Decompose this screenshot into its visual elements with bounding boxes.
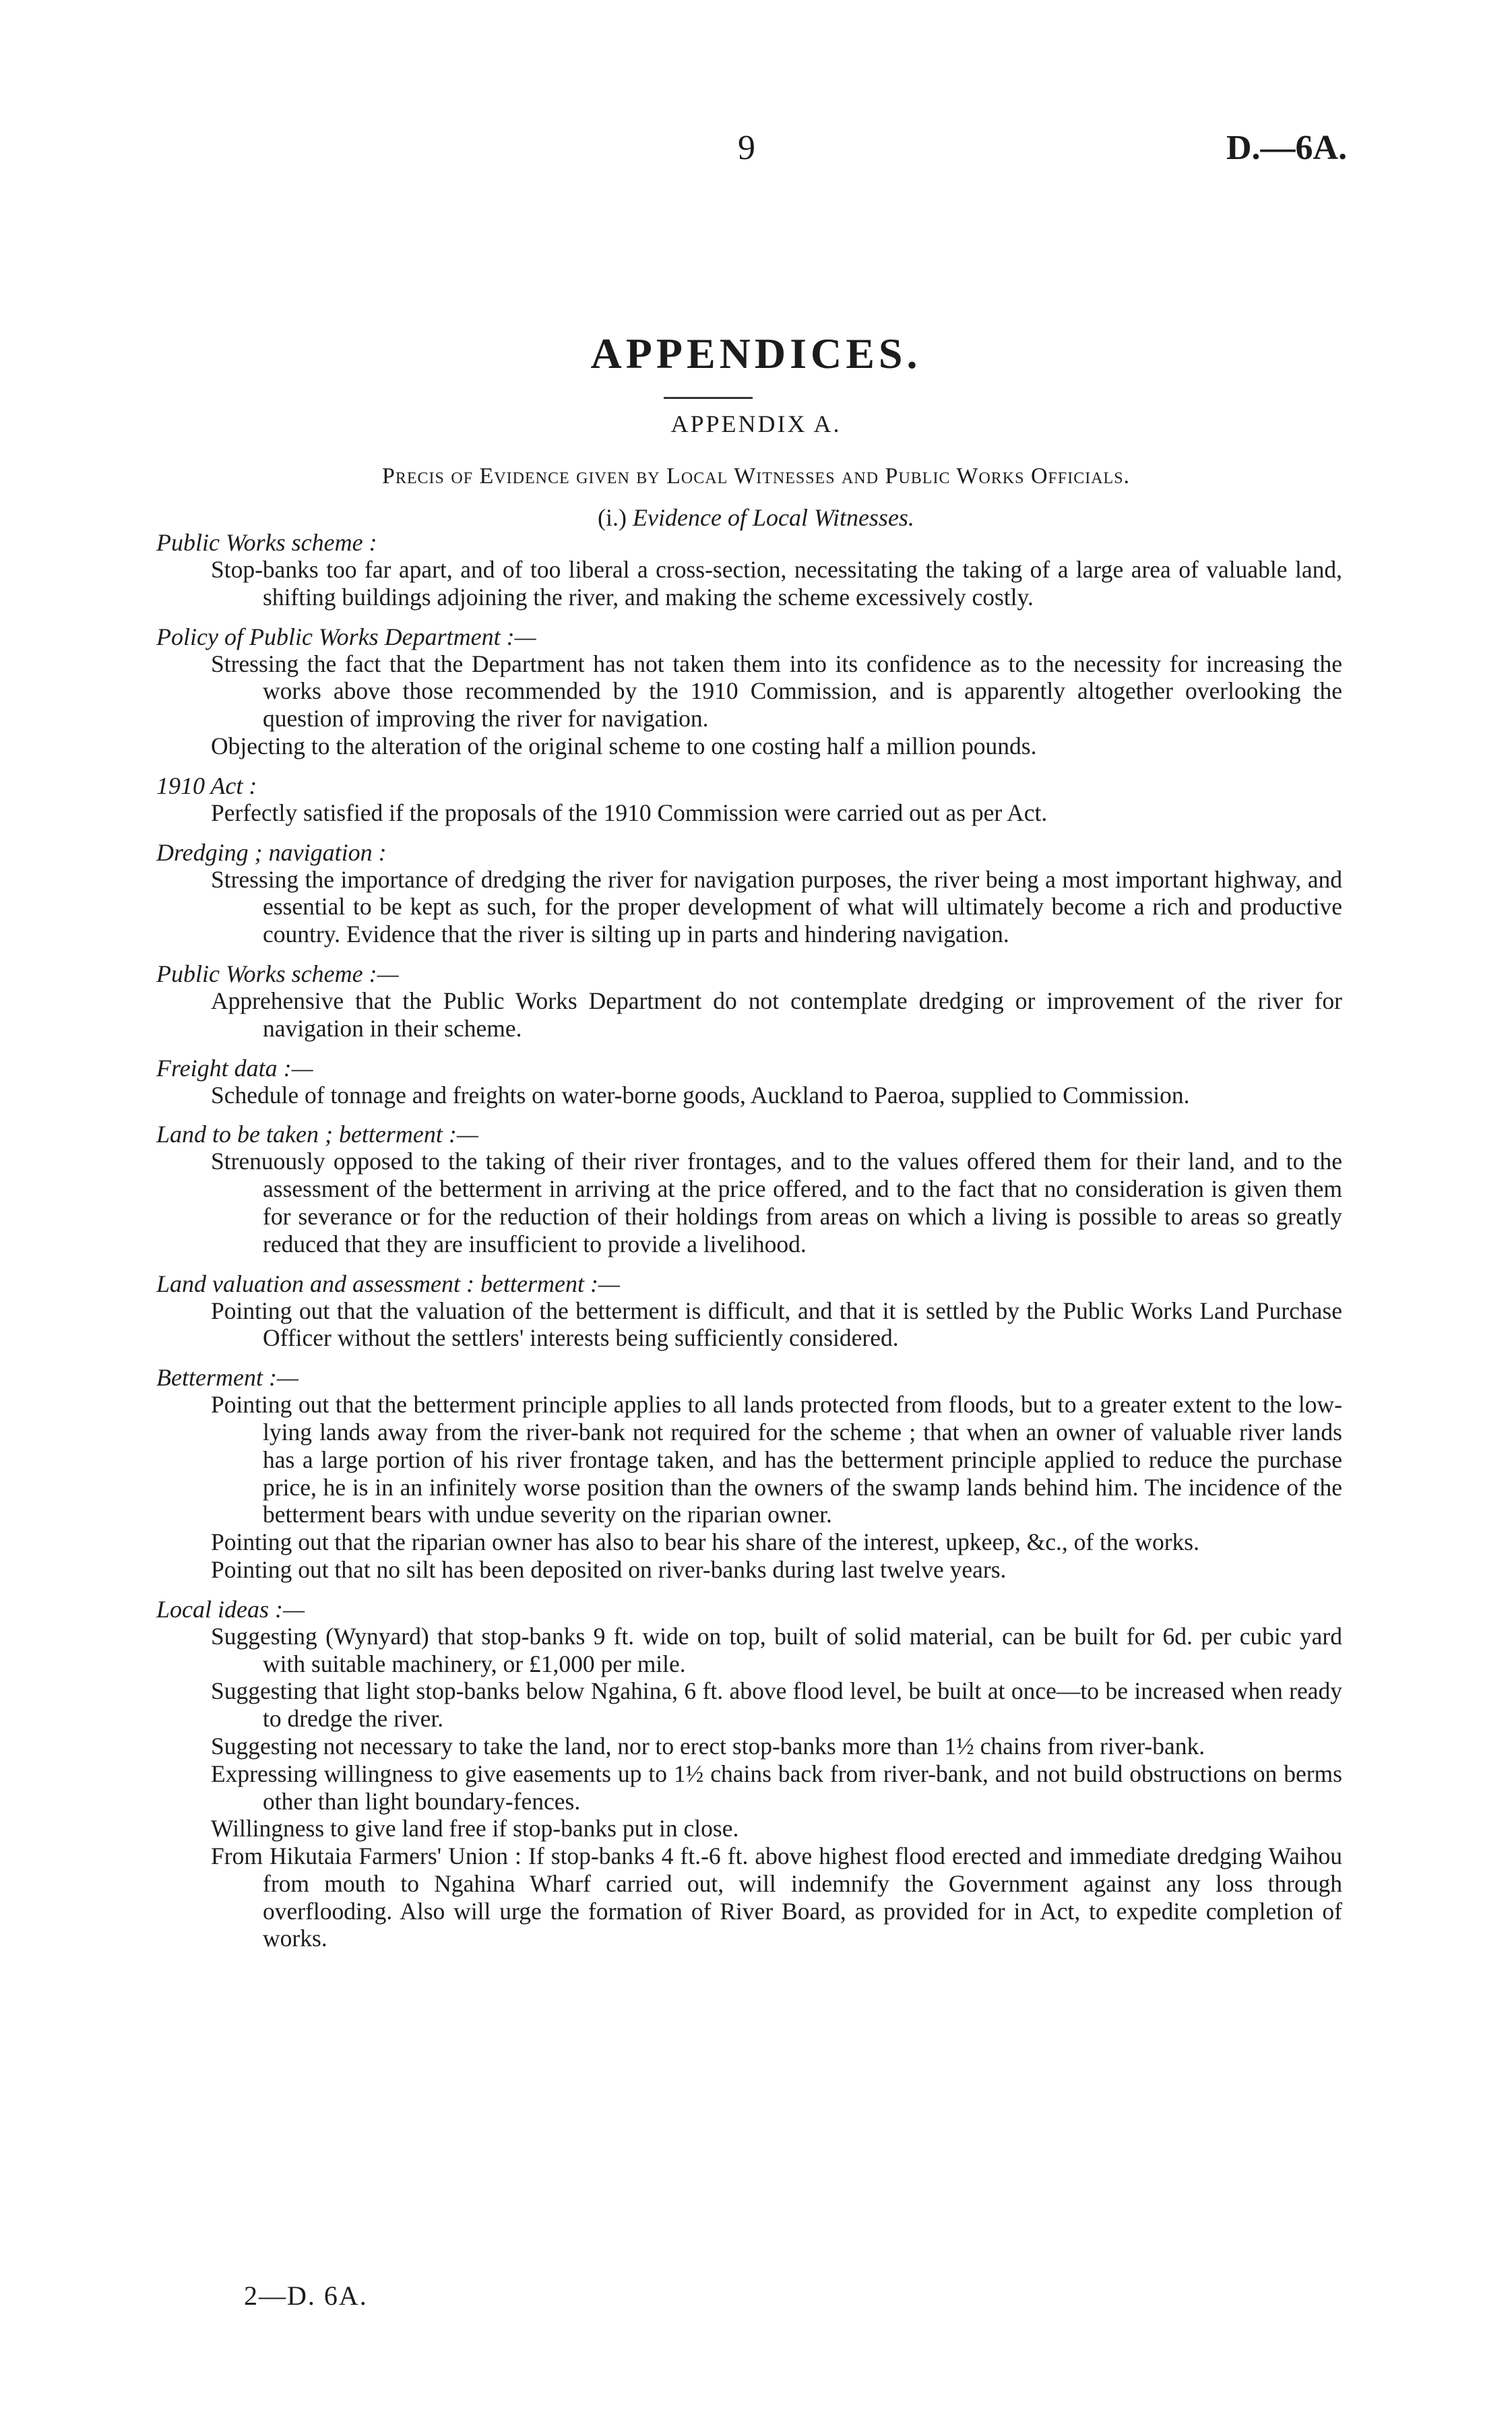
appendix-heading: APPENDIX A. [670, 410, 842, 437]
document-reference: D.—6A. [1226, 129, 1348, 167]
section-heading: Public Works scheme : [156, 529, 377, 556]
evidence-section [156, 529, 1342, 611]
evidence-section [156, 839, 1342, 948]
section-paragraph: Pointing out that the betterment principle applies to all lands protected from floods, but to a greater extent to the low-lying lands away from the river-bank not required for the scheme ; that when an owner of valuable river lands has a large portion of his river frontage taken, and has the betterment principle applied to reduce the purchase price, he is in an infinitely worse position than the owners of the swamp lands behind him. The incidence of the betterment bears with undue severity on the riparian owner. [211, 1391, 1342, 1528]
section-heading: Dredging ; navigation : [156, 838, 387, 866]
evidence-subheading: (i.) Evidence of Local Witnesses. [598, 504, 914, 531]
section-paragraph: Stressing the importance of dredging the river for navigation purposes, the river being a most important highway, and essential to be kept as such, for the proper development of what will ultimately become a rich and productive country. Evidence that the river is silting up in parts and hindering navigation. [211, 865, 1342, 948]
title-rule [664, 397, 753, 399]
evidence-section [156, 623, 1342, 760]
section-paragraph: Perfectly satisfied if the proposals of the 1910 Commission were carried out as per Act. [211, 799, 1048, 826]
page-title: APPENDICES. [590, 330, 922, 377]
section-paragraph: Strenuously opposed to the taking of their river frontages, and to the values offered them for their land, and to the assessment of the betterment in arriving at the price offered, and to the fact that no consideration is given them for severance or for the reduction of their holdings from areas on which a living is possible to areas so greatly reduced that they are insufficient to provide a livelihood. [211, 1148, 1342, 1258]
section-paragraph: Pointing out that the riparian owner has also to bear his share of the interest, upkeep, &c., of the works. [211, 1528, 1199, 1556]
precis-heading: Precis of Evidence given by Local Witnesses and Public Works Officials. [381, 464, 1131, 489]
section-heading: 1910 Act : [156, 772, 257, 799]
evidence-section [156, 772, 1342, 827]
section-paragraph: Suggesting not necessary to take the land, nor to erect stop-banks more than 1½ chains from river-bank. [211, 1732, 1205, 1760]
section-paragraph: Suggesting (Wynyard) that stop-banks 9 ft. wide on top, built of solid material, can be built for 6d. per cubic yard with suitable machinery, or £1,000 per mile. [211, 1622, 1342, 1677]
evidence-section [156, 960, 1342, 1043]
section-paragraph: Stressing the fact that the Department has not taken them into its confidence as to the necessity for increasing the works above those recommended by the 1910 Commission, and is apparently altogether overlooking the question of improving the river for navigation. [211, 650, 1342, 733]
section-paragraph: Stop-banks too far apart, and of too liberal a cross-section, necessitating the taking of a large area of valuable land, shifting buildings adjoining the river, and making the scheme excessively costly. [211, 556, 1342, 611]
section-paragraph: Expressing willingness to give easements up to 1½ chains back from river-bank, and not build obstructions on berms other than light boundary-fences. [211, 1760, 1342, 1815]
page-number: 9 [738, 129, 755, 167]
section-paragraph: Pointing out that the valuation of the betterment is difficult, and that it is settled by the Public Works Land Purchase Officer without the settlers' interests being sufficiently considered. [211, 1297, 1342, 1352]
section-heading: Policy of Public Works Department :— [156, 623, 536, 650]
section-heading: Local ideas :— [156, 1595, 305, 1623]
section-heading: Land valuation and assessment : betterment :— [156, 1270, 620, 1297]
evidence-body [156, 529, 1342, 1964]
section-paragraph: Schedule of tonnage and freights on water-borne goods, Auckland to Paeroa, supplied to Commission. [211, 1081, 1190, 1109]
section-paragraph: Pointing out that no silt has been deposited on river-banks during last twelve years. [211, 1555, 1007, 1583]
section-heading: Betterment :— [156, 1364, 298, 1392]
evidence-section [156, 1270, 1342, 1353]
section-paragraph: From Hikutaia Farmers' Union : If stop-banks 4 ft.-6 ft. above highest flood erected and immediate dredging Waihou from mouth to Ngahina Wharf carried out, will indemnify the Government against any loss through overflooding. Also will urge the formation of River Board, as provided for in Act, to expedite completion of works. [211, 1842, 1342, 1952]
section-heading: Land to be taken ; betterment :— [156, 1121, 478, 1148]
evidence-section [156, 1055, 1342, 1109]
section-paragraph: Suggesting that light stop-banks below Ngahina, 6 ft. above flood level, be built at once—to be increased when ready to dredge the river. [211, 1677, 1342, 1733]
section-paragraph: Objecting to the alteration of the original scheme to one costing half a million pounds. [211, 732, 1037, 759]
section-paragraph: Willingness to give land free if stop-banks put in close. [211, 1815, 739, 1842]
evidence-section [156, 1364, 1342, 1584]
section-heading: Public Works scheme :— [156, 960, 399, 987]
evidence-section [156, 1596, 1342, 1953]
evidence-section [156, 1121, 1342, 1258]
signature-footer: 2—D. 6A. [244, 2281, 368, 2311]
section-paragraph: Apprehensive that the Public Works Department do not contemplate dredging or improvement of the river for navigation in their scheme. [211, 987, 1342, 1042]
section-heading: Freight data :— [156, 1054, 313, 1082]
